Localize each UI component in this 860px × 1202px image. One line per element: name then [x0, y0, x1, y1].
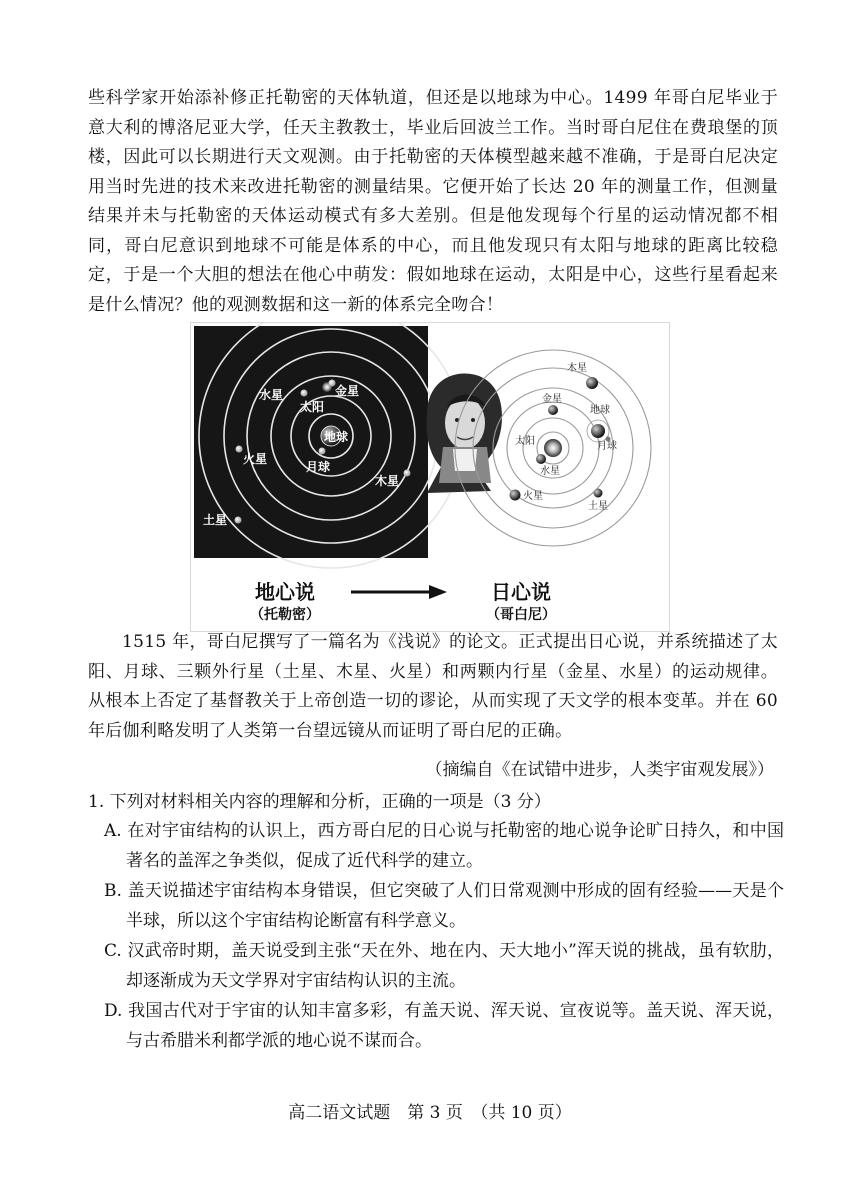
helio-sun-icon: [544, 439, 562, 457]
helio-saturn-icon: [594, 489, 603, 498]
helio-venus-icon: [548, 405, 558, 415]
geo-mars-dot: [236, 446, 243, 453]
geo-label-jupiter: 木星: [375, 474, 400, 488]
geo-saturn-dot: [235, 517, 242, 524]
question-stem: 1. 下列对材料相关内容的理解和分析，正确的一项是（3 分）: [88, 792, 551, 812]
heliocentric-subtitle: （哥白尼）: [486, 607, 556, 623]
geo-jupiter-dot: [404, 470, 411, 477]
geo-label-mercury: 水星: [259, 388, 284, 402]
geo-label-saturn: 土星: [203, 513, 228, 527]
option-a[interactable]: A. 在对宇宙结构的认识上，西方哥白尼的日心说与托勒密的地心说争论旷日持久，和中国著名的盖浑之争类似，促成了近代科学的建立。: [104, 821, 784, 871]
helio-label-venus: 金星: [542, 394, 562, 405]
figure-svg: [191, 323, 669, 631]
arrow-right-icon: [351, 585, 447, 599]
helio-label-moon: 月球: [597, 441, 617, 452]
helio-label-mars: 火星: [523, 491, 543, 502]
option-d[interactable]: D. 我国古代对于宇宙的认知丰富多彩，有盖天说、浑天说、宣夜说等。盖天说、浑天说，与古希腊米利都学派的地心说不谋而合。: [104, 1001, 784, 1051]
geo-label-mars: 火星: [243, 452, 268, 466]
geo-label-earth: 地球: [324, 430, 349, 444]
passage-paragraph-2: 1515 年，哥白尼撰写了一篇名为《浅说》的论文。正式提出日心说，并系统描述了太阳、月球、三颗外行星（土星、木星、火星）和两颗内行星（金星、水星）的运动规律。从根本上否定了基督教关于上帝创造一切的谬论，从而实现了天文学的根本变革。并在 60 年后伽利略发明了人类第一台望远镜从而证明了哥白尼的正确。: [88, 632, 778, 741]
heliocentric-title: 日心说: [491, 580, 551, 604]
geo-mercury-dot: [301, 390, 308, 397]
helio-mercury-icon: [536, 454, 546, 464]
helio-earth-icon: [591, 424, 605, 438]
geo-label-venus: 金星: [335, 384, 360, 398]
helio-label-mercury: 水星: [540, 466, 560, 477]
geocentric-title: 地心说: [255, 580, 315, 604]
helio-label-saturn: 土星: [588, 501, 608, 512]
geo-label-sun: 太阳: [300, 400, 325, 414]
geo-moon-dot: [319, 448, 326, 455]
passage-paragraph-1: 些科学家开始添补修正托勒密的天体轨道，但还是以地球为中心。1499 年哥白尼毕业于意大利的博洛尼亚大学，任天主教教士，毕业后回波兰工作。当时哥白尼住在费琅堡的顶楼，因此可以长期进行天文观测。由于托勒密的天体模型越来越不准确，于是哥白尼决定用当时先进的技术来改进托勒密的测量结果。它便开始了长达 20 年的测量工作，但测量结果并未与托勒密的天体运动模式有多大差别。但是他发现每个行星的运动情况都不相同，哥白尼意识到地球不可能是体系的中心，而且他发现只有太阳与地球的距离比较稳定，于是一个大胆的想法在他心中萌发：假如地球在运动，太阳是中心，这些行星看起来是什么情况？他的观测数据和这一新的体系完全吻合！: [88, 88, 778, 315]
helio-mars-icon: [510, 490, 521, 501]
page-footer: 高二语文试题 第 3 页 （共 10 页）: [288, 1103, 572, 1123]
helio-jupiter-icon: [586, 377, 598, 389]
helio-label-jupiter: 木星: [567, 363, 587, 374]
question-options: [104, 817, 784, 1057]
geocentric-subtitle: （托勒密）: [250, 607, 320, 623]
copernicus-portrait-icon: [427, 374, 502, 494]
helio-label-sun: 太阳: [515, 436, 535, 447]
geocentric-heliocentric-figure: [190, 322, 670, 632]
option-c[interactable]: C. 汉武帝时期，盖天说受到主张“天在外、地在内、天大地小”浑天说的挑战，虽有软肋，却逐渐成为天文学界对宇宙结构认识的主流。: [104, 941, 784, 991]
passage-source: （摘编自《在试错中进步，人类宇宙观发展》）: [425, 760, 774, 780]
option-b[interactable]: B. 盖天说描述宇宙结构本身错误，但它突破了人们日常观测中形成的固有经验——天是个半球，所以这个宇宙结构论断富有科学意义。: [104, 881, 784, 931]
geo-label-moon: 月球: [306, 460, 331, 474]
helio-label-earth: 地球: [590, 405, 610, 416]
